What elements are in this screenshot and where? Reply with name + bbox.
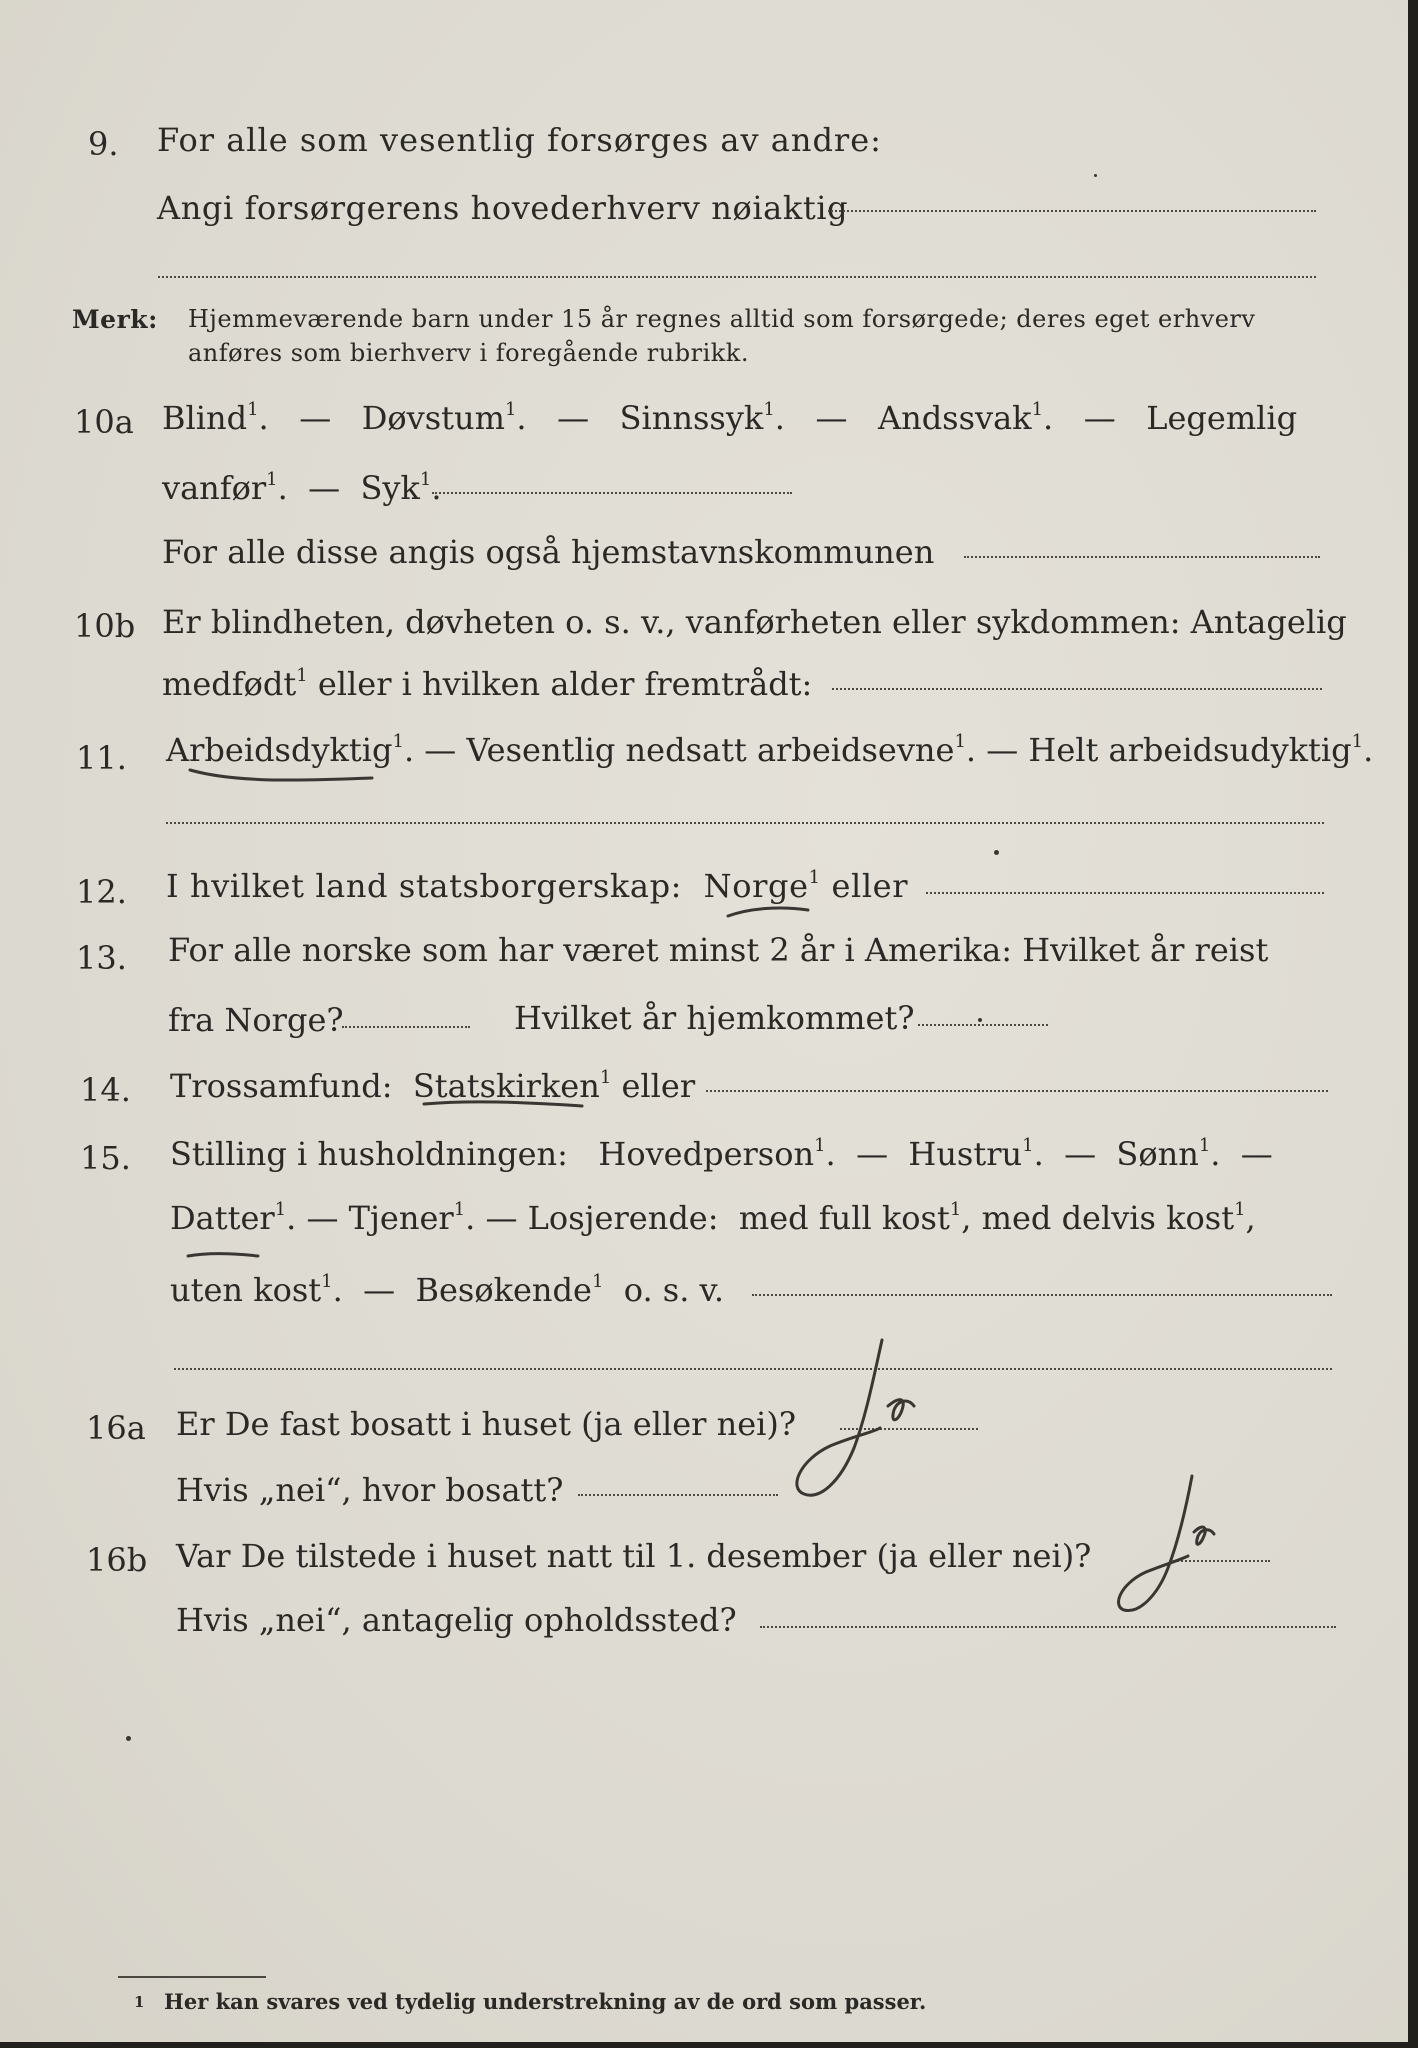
merk-line2: anføres som bierhverv i foregående rubrikk.	[188, 339, 749, 367]
option-blind: Blind	[162, 399, 248, 437]
q9-line1: For alle som vesentlig forsørges av andre:	[157, 121, 882, 159]
option-full-kost: med full kost	[738, 1199, 950, 1237]
option-tjener: Tjener	[348, 1199, 454, 1237]
merk-line1: Hjemmeværende barn under 15 år regnes alltid som forsørgede; deres eget erhverv	[188, 305, 1256, 333]
option-delvis-kost: med delvis kost	[981, 1199, 1235, 1237]
q10b-line1: Er blindheten, døvheten o. s. v., vanførheten eller sykdommen: Antagelig	[162, 603, 1347, 641]
q15-line1: Stilling i husholdningen: Hovedperson$^1$. — Hustru$^1$. — Sønn$^1$. —	[170, 1135, 1273, 1173]
q15-line3: uten kost$^1$. — Besøkende$^1$ o. s. v.	[170, 1271, 724, 1309]
option-hovedperson: Hovedperson	[598, 1135, 815, 1173]
option-vanfor: vanfør	[162, 469, 267, 507]
ink-speck	[126, 1736, 131, 1741]
q12-number: 12.	[76, 873, 127, 911]
q10a-line3: For alle disse angis også hjemstavnskommunen	[162, 533, 935, 571]
q10b-number: 10b	[74, 607, 136, 645]
q11-line1: Arbeidsdyktig$^1$. — Vesentlig nedsatt arbeidsevne$^1$. — Helt arbeidsudyktig$^1$.	[166, 731, 1374, 769]
underline-datter	[188, 1254, 258, 1256]
option-uten-kost: uten kost	[170, 1271, 322, 1309]
q10a-line1: Blind$^1$. — Døvstum$^1$. — Sinnssyk$^1$. — Andssvak$^1$. — Legemlig	[162, 399, 1298, 437]
option-sonn: Sønn	[1116, 1135, 1199, 1173]
option-besokende: Besøkende	[415, 1271, 592, 1309]
underline-arbeidsdyktig	[190, 770, 372, 780]
option-dovstum: Døvstum	[361, 399, 505, 437]
q16b-number: 16b	[86, 1541, 148, 1579]
option-losjerende: Losjerende:	[527, 1199, 719, 1237]
option-andssvak: Andssvak	[877, 399, 1032, 437]
ink-speck	[1094, 174, 1097, 177]
q16a-line2: Hvis „nei“, hvor bosatt?	[176, 1471, 564, 1509]
option-syk: Syk	[360, 469, 420, 507]
option-medfodt: medfødt	[162, 665, 297, 703]
q16a-number: 16a	[86, 1409, 146, 1447]
q9-line2: Angi forsørgerens hovederhverv nøiaktig	[157, 189, 849, 227]
q13-hjemkommet: Hvilket år hjemkommet?	[514, 999, 915, 1037]
q14-number: 14.	[80, 1071, 131, 1109]
q14-line: Trossamfund: Statskirken$^1$ eller	[170, 1067, 696, 1105]
ink-speck	[994, 850, 999, 855]
q16b-line2: Hvis „nei“, antagelig opholdssted?	[176, 1601, 737, 1639]
q10a-number: 10a	[74, 403, 134, 441]
q15-number: 15.	[80, 1139, 131, 1177]
footnote-text: Her kan svares ved tydelig understrekning av de ord som passer.	[164, 1989, 927, 2014]
ink-speck	[978, 1018, 982, 1022]
footnote-rule	[118, 1976, 266, 1978]
underline-statskirken	[424, 1102, 582, 1106]
q16a-line1: Er De fast bosatt i huset (ja eller nei)?	[176, 1405, 797, 1443]
option-arbeidsdyktig: Arbeidsdyktig	[166, 731, 393, 769]
q13-fra-norge: fra Norge?	[168, 1001, 344, 1039]
footnote-mark: 1	[134, 1993, 145, 2011]
option-sinnssyk: Sinnssyk	[619, 399, 764, 437]
q9-number: 9.	[88, 125, 119, 163]
option-legemlig: Legemlig	[1146, 399, 1298, 437]
option-norge: Norge	[703, 867, 809, 905]
underline-norge	[728, 908, 808, 916]
q10b-line2: medfødt$^1$ eller i hvilken alder fremtrådt:	[162, 665, 813, 703]
option-hustru: Hustru	[908, 1135, 1023, 1173]
option-datter: Datter	[170, 1199, 275, 1237]
q10a-line2: vanfør$^1$. — Syk$^1$.	[162, 469, 442, 507]
option-udyktig: Helt arbeidsudyktig	[1028, 731, 1352, 769]
option-nedsatt: Vesentlig nedsatt arbeidsevne	[466, 731, 955, 769]
q13-number: 13.	[76, 939, 127, 977]
q15-line2: Datter$^1$. — Tjener$^1$. — Losjerende: med full kost$^1$, med delvis kost$^1$,	[170, 1199, 1256, 1237]
q13-line1: For alle norske som har været minst 2 år i Amerika: Hvilket år reist	[168, 931, 1269, 969]
q12-line: I hvilket land statsborgerskap: Norge$^1$ eller	[166, 867, 909, 905]
option-statskirken: Statskirken	[412, 1067, 600, 1105]
q16b-line1: Var De tilstede i huset natt til 1. desember (ja eller nei)?	[176, 1537, 1092, 1575]
q11-number: 11.	[76, 739, 127, 777]
merk-label: Merk:	[72, 305, 158, 334]
